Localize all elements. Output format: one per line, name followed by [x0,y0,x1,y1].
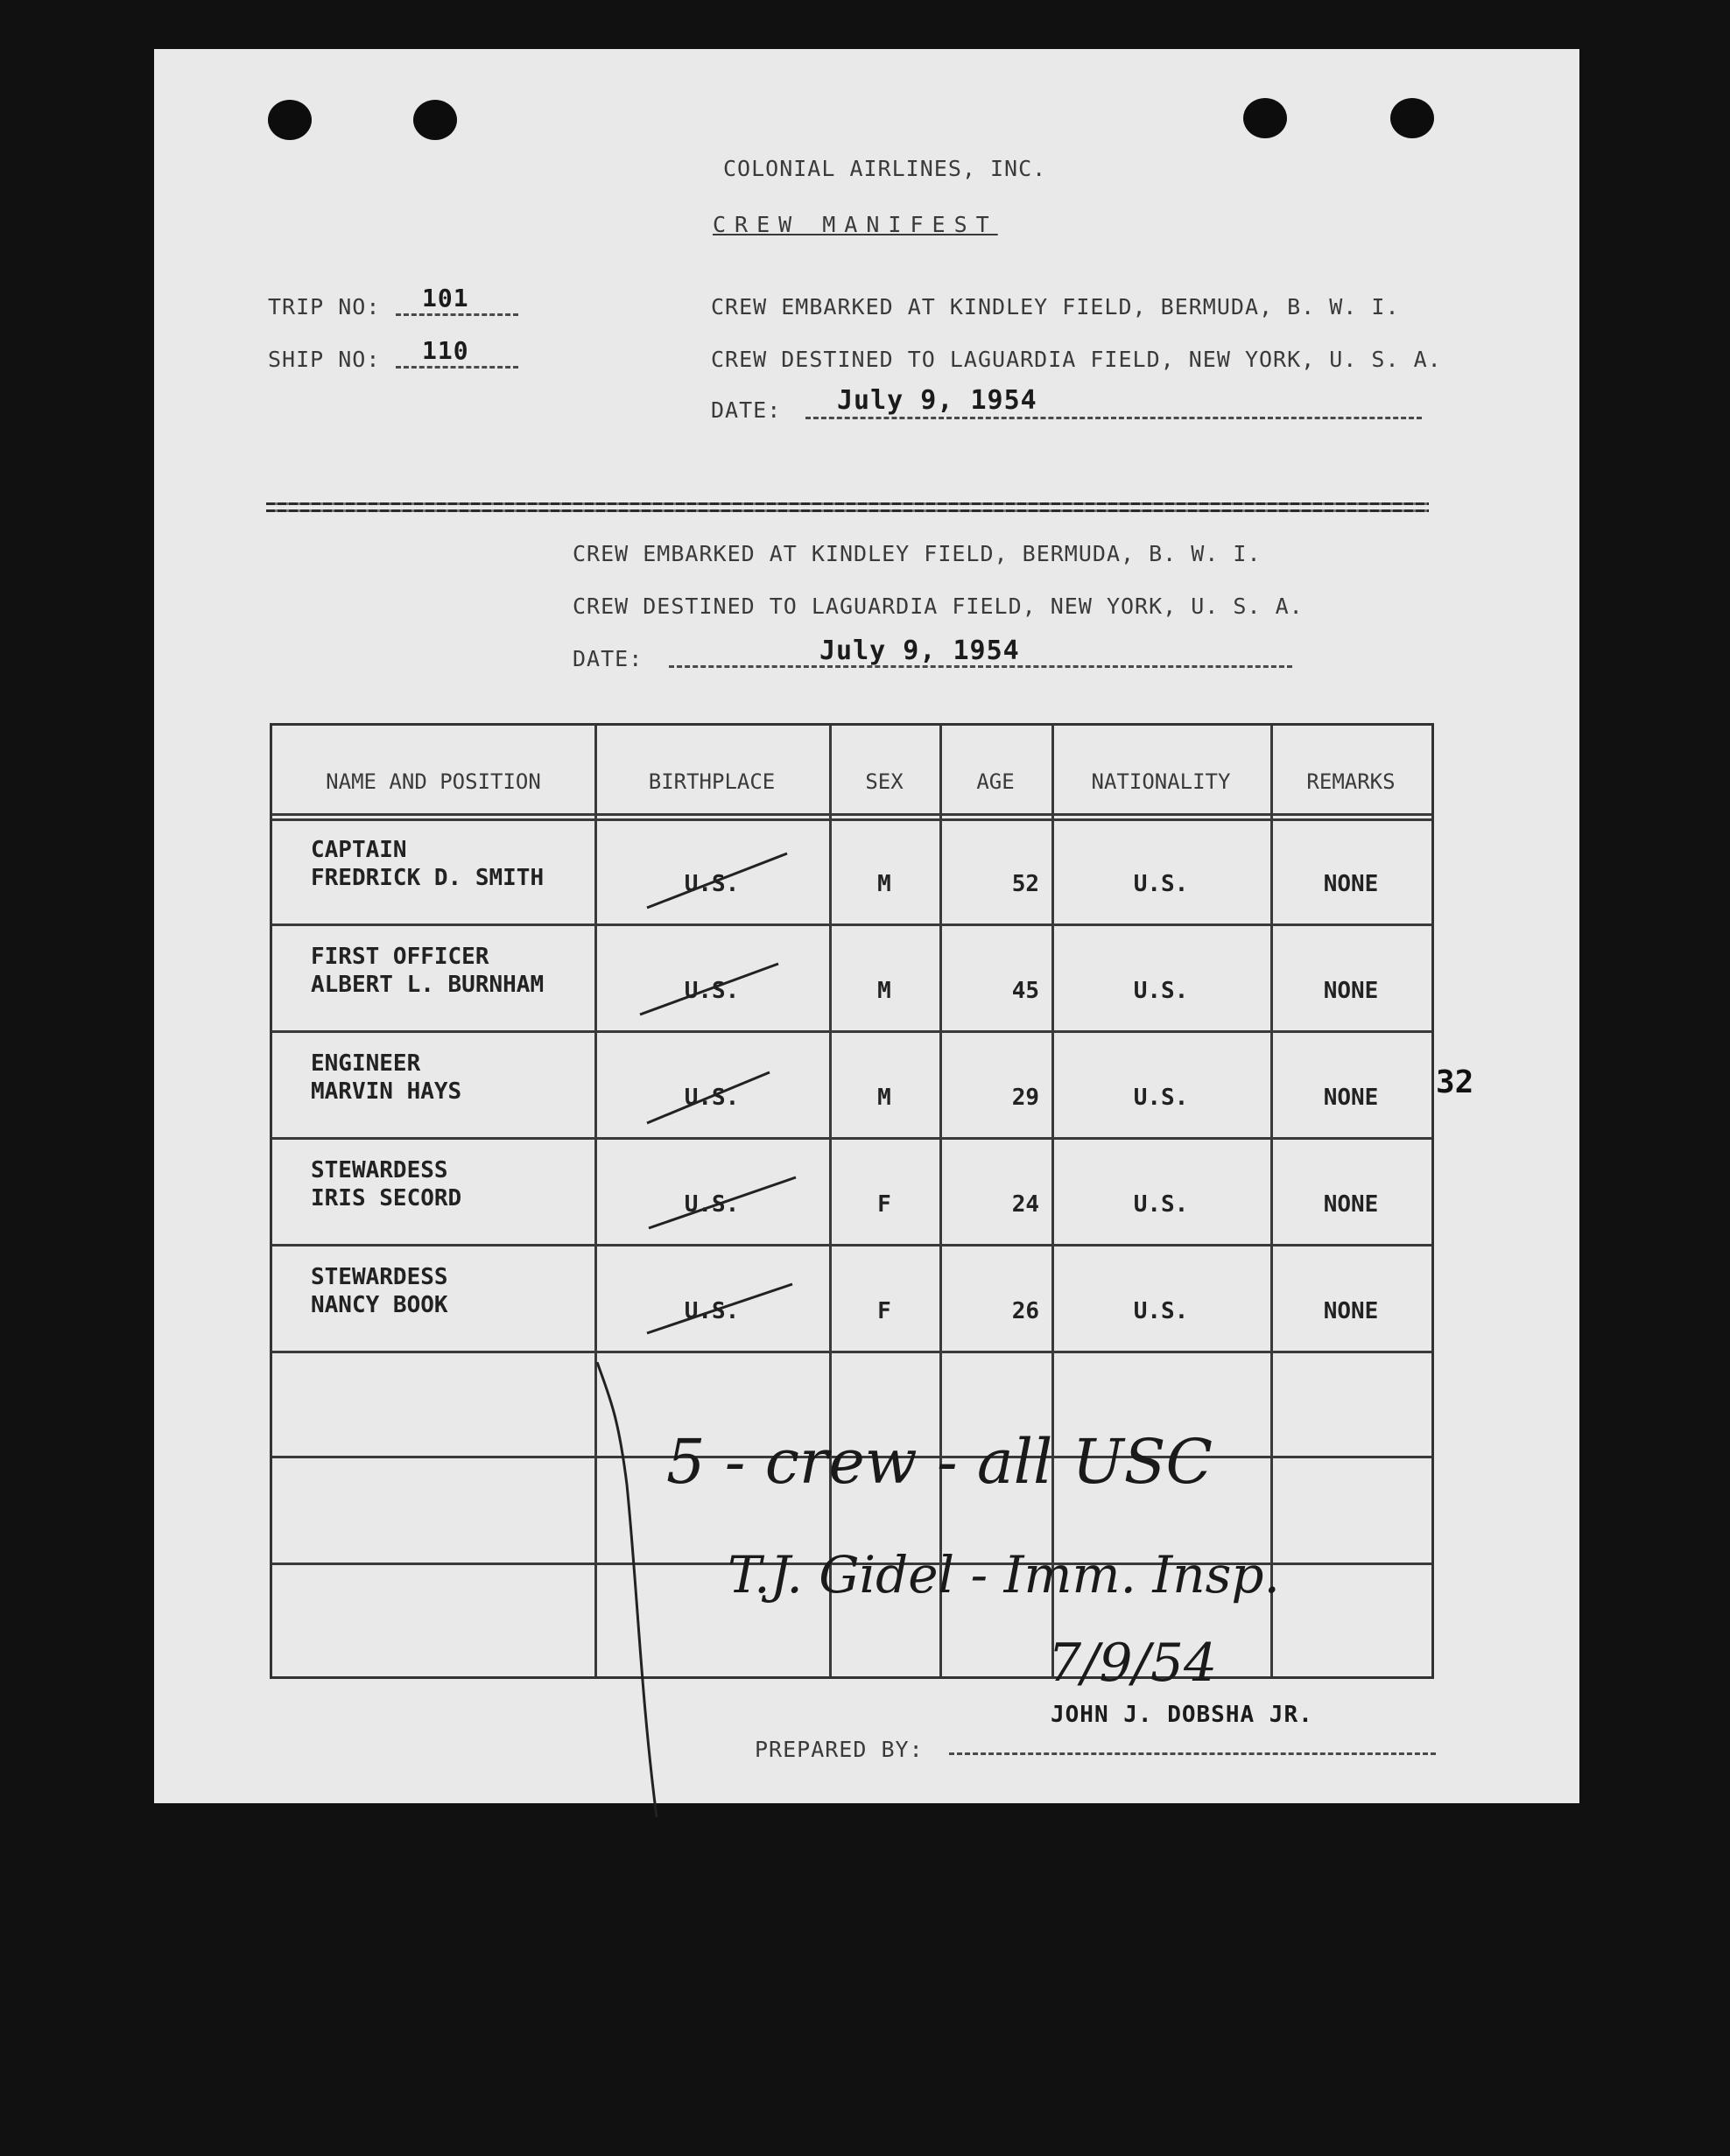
prepared-by-name: JOHN J. DOBSHA JR. [1051,1702,1313,1728]
row-5-remarks: NONE [1323,1298,1379,1324]
row-divider [272,813,1431,816]
doc-title: CREW MANIFEST [713,212,998,237]
header-birthplace: BIRTHPLACE [648,769,776,794]
header-name-position: NAME AND POSITION [326,769,541,794]
manifest-page [154,49,1579,1803]
row-4-sex: F [877,1191,891,1218]
header-destined: CREW DESTINED TO LAGUARDIA FIELD, NEW YORK, U. S. A. [711,347,1442,372]
margin-number: 32 [1436,1064,1474,1100]
company-name: COLONIAL AIRLINES, INC. [723,156,1047,181]
row-4-nationality: U.S. [1133,1191,1189,1218]
row-2-name: ALBERT L. BURNHAM [311,972,545,998]
row-1-position: CAPTAIN [311,837,407,863]
row-3-position: ENGINEER [311,1050,421,1077]
row-5-birthplace: U.S. [684,1298,740,1324]
row-divider [272,1351,1431,1353]
row-divider [272,1244,1431,1247]
row-divider [272,923,1431,926]
row-4-birthplace: U.S. [684,1191,740,1218]
row-3-nationality: U.S. [1133,1085,1189,1111]
punch-hole [413,100,457,140]
ship-label: SHIP NO: [268,347,381,372]
row-3-remarks: NONE [1323,1085,1379,1111]
row-2-birthplace: U.S. [684,978,740,1004]
row-2-remarks: NONE [1323,978,1379,1004]
row-1-sex: M [877,871,891,897]
row-5-position: STEWARDESS [311,1264,448,1290]
row-divider [272,1030,1431,1033]
ship-underline [396,366,518,369]
header-date-underline [805,417,1422,419]
handwritten-date: 7/9/54 [1048,1633,1218,1694]
header-date: July 9, 1954 [837,385,1037,416]
row-2-sex: M [877,978,891,1004]
ship-number: 110 [422,336,469,365]
section-date: July 9, 1954 [819,636,1020,666]
row-4-name: IRIS SECORD [311,1185,462,1211]
handwritten-bracket-stroke [592,1362,662,1835]
header-date-label: DATE: [711,397,782,423]
row-2-position: FIRST OFFICER [311,944,489,970]
divider-rule [266,502,1429,505]
row-4-remarks: NONE [1323,1191,1379,1218]
trip-number: 101 [422,284,469,313]
row-1-name: FREDRICK D. SMITH [311,865,545,891]
handwritten-crew-note: 5 - crew - all USC [666,1426,1213,1498]
punch-hole [268,100,312,140]
divider-rule [266,509,1429,512]
row-5-age: 26 [1011,1298,1039,1324]
row-1-nationality: U.S. [1133,871,1189,897]
section-destined: CREW DESTINED TO LAGUARDIA FIELD, NEW YORK, U. S. A. [573,593,1304,619]
row-1-age: 52 [1011,871,1039,897]
row-4-age: 24 [1011,1191,1039,1218]
row-3-sex: M [877,1085,891,1111]
header-remarks: REMARKS [1306,769,1396,794]
row-5-sex: F [877,1298,891,1324]
header-embarked: CREW EMBARKED AT KINDLEY FIELD, BERMUDA, B. W. I. [711,294,1400,320]
handwritten-inspector-signature: T.J. Gidel - Imm. Insp. [728,1545,1280,1605]
header-nationality: NATIONALITY [1091,769,1231,794]
row-4-position: STEWARDESS [311,1157,448,1183]
row-3-name: MARVIN HAYS [311,1078,462,1105]
row-divider [272,818,1431,821]
section-date-underline [669,665,1292,668]
row-divider [272,1137,1431,1140]
punch-hole [1243,98,1287,138]
section-embarked: CREW EMBARKED AT KINDLEY FIELD, BERMUDA, B. W. I. [573,541,1262,566]
header-sex: SEX [865,769,904,794]
row-5-nationality: U.S. [1133,1298,1189,1324]
checkmark-strokes [594,818,829,1351]
trip-underline [396,313,518,316]
prepared-by-underline [949,1752,1436,1755]
row-1-remarks: NONE [1323,871,1379,897]
row-2-age: 45 [1011,978,1039,1004]
row-5-name: NANCY BOOK [311,1292,448,1318]
punch-hole [1390,98,1434,138]
section-date-label: DATE: [573,646,643,671]
crew-table [270,723,1434,1694]
trip-label: TRIP NO: [268,294,381,320]
row-2-nationality: U.S. [1133,978,1189,1004]
row-1-birthplace: U.S. [684,871,740,897]
row-3-age: 29 [1011,1085,1039,1111]
row-3-birthplace: U.S. [684,1085,740,1111]
header-age: AGE [976,769,1015,794]
prepared-by-label: PREPARED BY: [755,1737,924,1762]
